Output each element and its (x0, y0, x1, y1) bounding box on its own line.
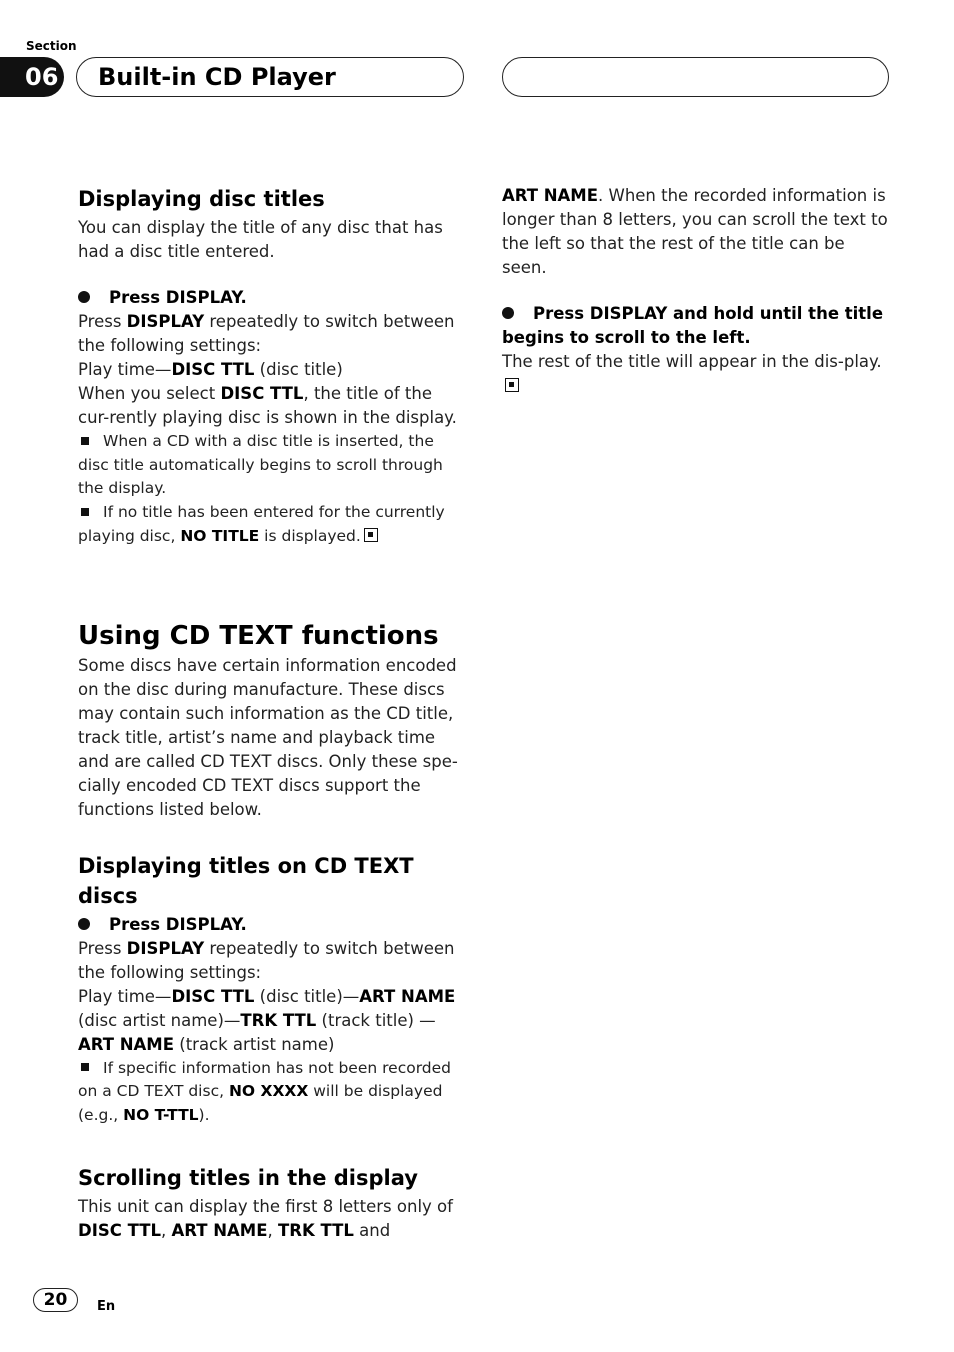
bullet-icon (502, 307, 514, 319)
note-square-icon (81, 1063, 89, 1071)
end-mark-icon (505, 378, 519, 392)
page-number: 20 (33, 1288, 78, 1312)
step-press-display-1: Press DISPLAY. (78, 286, 466, 310)
chapter-title: Built-in CD Player (76, 57, 464, 97)
end-mark-icon (364, 528, 378, 542)
step3-description: The rest of the title will appear in the dis-play. (502, 350, 892, 398)
cd-text-paragraph: Some discs have certain information encoded on the disc during manufacture. These discs may contain such information as the CD title, track title, artist’s name and playback time and are called CD TEXT discs. Only these spe-cially encoded CD TEXT discs support the functions listed below. (78, 655, 458, 819)
right-column (502, 184, 892, 398)
heading-displaying-disc-titles: Displaying disc titles (78, 187, 325, 211)
scrolling-paragraph-continued: ART NAME. When the recorded information is longer than 8 letters, you can scroll the text to the left so that the rest of the title can be seen. (502, 186, 888, 277)
note-no-title: If no title has been entered for the currently playing disc, NO TITLE is displayed. (78, 503, 445, 545)
note-no-xxxx: If specific information has not been recorded on a CD TEXT disc, NO XXXX will be displayed (e.g., NO T-TTL). (78, 1058, 452, 1124)
header-empty-frame (502, 57, 889, 97)
heading-displaying-titles-cd-text: Displaying titles on CD TEXT discs (78, 853, 414, 908)
step1-description: Press DISPLAY repeatedly to switch between the following settings: Play time—DISC TTL (disc title) When you select DISC TTL, the title of the cur-rently playing disc is shown in the display. (78, 312, 457, 427)
step-press-display-2: Press DISPLAY. (78, 913, 466, 937)
heading-using-cd-text: Using CD TEXT functions (78, 620, 439, 651)
note-square-icon (81, 437, 89, 445)
language-label: En (97, 1299, 116, 1314)
scrolling-paragraph: This unit can display the first 8 letters only of DISC TTL, ART NAME, TRK TTL and (78, 1196, 453, 1240)
step-press-display-hold: Press DISPLAY and hold until the title begins to scroll to the left. (502, 304, 884, 347)
section-number-badge: 06 (0, 57, 64, 97)
section-label: Section (26, 39, 77, 53)
heading-scrolling-titles: Scrolling titles in the display (78, 1165, 418, 1190)
note-square-icon (81, 508, 89, 516)
bullet-icon (78, 291, 90, 303)
note-disc-title-scroll: When a CD with a disc title is inserted, the disc title automatically begins to scroll through the display. (78, 432, 443, 498)
step2-description: Press DISPLAY repeatedly to switch between the following settings: Play time—DISC TTL (disc title)—ART NAME (disc artist name)—TRK TTL (track title) —ART NAME (track artist name) (78, 938, 456, 1054)
bullet-icon (78, 918, 90, 930)
left-column (78, 184, 466, 1243)
intro-paragraph: You can display the title of any disc that has had a disc title entered. (78, 218, 443, 261)
